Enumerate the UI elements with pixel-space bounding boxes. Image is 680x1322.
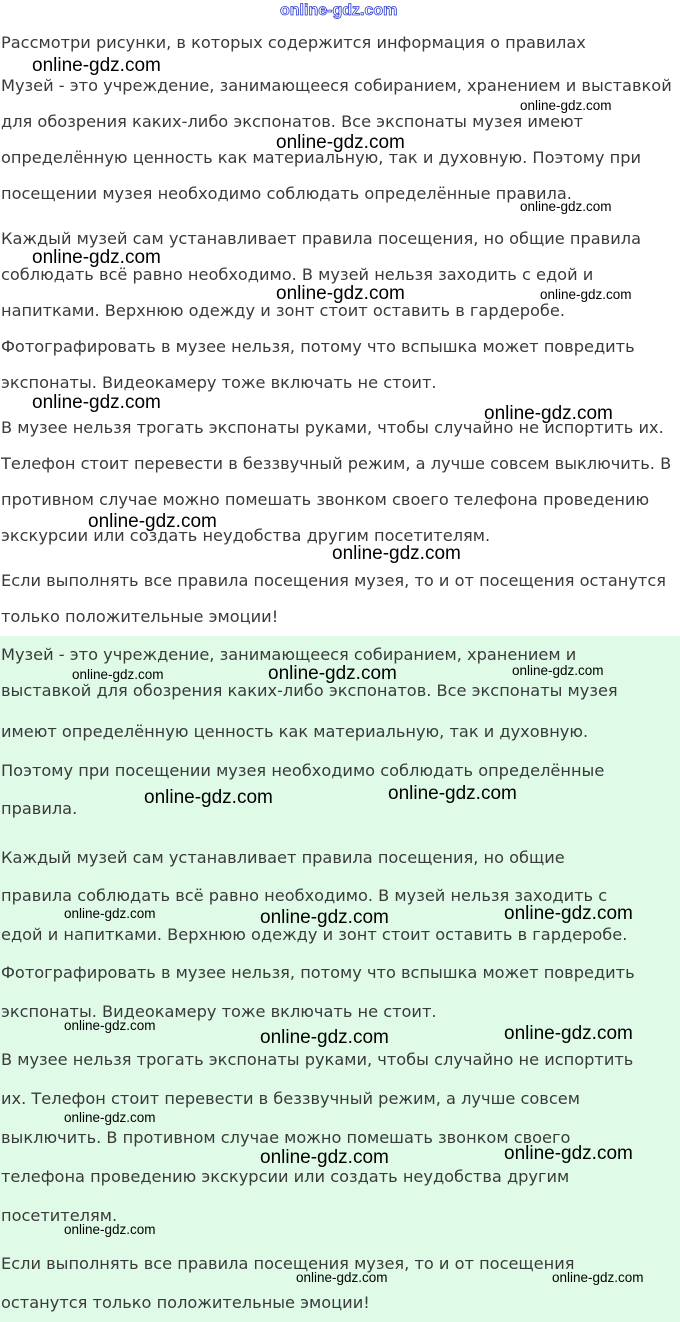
- text-line: противном случае можно помешать звонком своего телефона проведению: [1, 490, 650, 509]
- text-line: останутся только положительные эмоции!: [1, 1293, 370, 1312]
- watermark: online-gdz.com: [64, 906, 156, 921]
- watermark: online-gdz.com: [504, 903, 633, 924]
- watermark: online-gdz.com: [64, 1222, 156, 1237]
- watermark: online-gdz.com: [520, 199, 612, 214]
- text-line: телефона проведению экскурсии или создать неудобства другим: [1, 1167, 570, 1186]
- text-line: выставкой для обозрения каких-либо экспонатов. Все экспонаты музея: [1, 681, 618, 700]
- watermark: online-gdz.com: [64, 1018, 156, 1033]
- watermark: online-gdz.com: [332, 543, 461, 564]
- text-line: их. Телефон стоит перевести в беззвучный режим, а лучше совсем: [1, 1089, 580, 1108]
- text-line: Фотографировать в музее нельзя, потому что вспышка может повредить: [1, 337, 635, 356]
- text-line: Музей - это учреждение, занимающееся собиранием, хранением и: [1, 645, 577, 664]
- watermark: online-gdz.com: [72, 667, 164, 682]
- text-line: посетителям.: [1, 1206, 118, 1225]
- text-line: имеют определённую ценность как материальную, так и духовную.: [1, 722, 589, 741]
- text-line: правила.: [1, 799, 78, 818]
- text-line: напитками. Верхнюю одежду и зонт стоит оставить в гардеробе.: [1, 301, 566, 320]
- text-line: правила соблюдать всё равно необходимо. В музей нельзя заходить с: [1, 886, 608, 905]
- watermark: online-gdz.com: [388, 783, 517, 804]
- watermark: online-gdz.com: [32, 55, 161, 76]
- watermark: online-gdz.com: [260, 1147, 389, 1168]
- text-line: экскурсии или создать неудобства другим посетителям.: [1, 526, 491, 545]
- text-line: Фотографировать в музее нельзя, потому что вспышка может повредить: [1, 963, 635, 982]
- text-line: Если выполнять все правила посещения музея, то и от посещения: [1, 1254, 575, 1273]
- watermark: online-gdz.com: [512, 663, 604, 678]
- watermark: online-gdz.com: [552, 1270, 644, 1285]
- text-line: для обозрения каких-либо экспонатов. Все экспонаты музея имеют: [1, 112, 584, 131]
- text-line: Каждый музей сам устанавливает правила посещения, но общие: [1, 848, 565, 867]
- watermark: online-gdz.com: [144, 787, 273, 808]
- text-line: соблюдать всё равно необходимо. В музей нельзя заходить с едой и: [1, 265, 594, 284]
- watermark: online-gdz.com: [64, 1110, 156, 1125]
- text-line: Поэтому при посещении музея необходимо соблюдать определённые: [1, 761, 605, 780]
- watermark: online-gdz.com: [276, 283, 405, 304]
- text-line: едой и напитками. Верхнюю одежду и зонт стоит оставить в гардеробе.: [1, 925, 628, 944]
- watermark: online-gdz.com: [504, 1023, 633, 1044]
- watermark: online-gdz.com: [504, 1143, 633, 1164]
- text-line: Музей - это учреждение, занимающееся собиранием, хранением и выставкой: [1, 76, 672, 95]
- watermark: online-gdz.com: [260, 1027, 389, 1048]
- text-line: Телефон стоит перевести в беззвучный режим, а лучше совсем выключить. В: [1, 454, 672, 473]
- top-watermark: online-gdz.com: [280, 2, 398, 19]
- watermark: online-gdz.com: [296, 1270, 388, 1285]
- watermark: online-gdz.com: [484, 403, 613, 424]
- text-line: Если выполнять все правила посещения музея, то и от посещения останутся: [1, 571, 666, 590]
- watermark: online-gdz.com: [32, 247, 161, 268]
- watermark: online-gdz.com: [260, 907, 389, 928]
- watermark: online-gdz.com: [540, 287, 632, 302]
- text-line: выключить. В противном случае можно помешать звонком своего: [1, 1128, 571, 1147]
- task-title: Рассмотри рисунки, в которых содержится информация о правилах: [1, 33, 586, 52]
- text-line: В музее нельзя трогать экспонаты руками, чтобы случайно не испортить: [1, 1050, 634, 1069]
- watermark: online-gdz.com: [32, 392, 161, 413]
- text-line: определённую ценность как материальную, так и духовную. Поэтому при: [1, 148, 642, 167]
- text-line: В музее нельзя трогать экспонаты руками, чтобы случайно не испортить их.: [1, 418, 664, 437]
- text-line: Каждый музей сам устанавливает правила посещения, но общие правила: [1, 229, 641, 248]
- watermark: online-gdz.com: [268, 663, 397, 684]
- text-line: экспонаты. Видеокамеру тоже включать не стоит.: [1, 373, 437, 392]
- watermark: online-gdz.com: [520, 98, 612, 113]
- text-line: экспонаты. Видеокамеру тоже включать не стоит.: [1, 1002, 437, 1021]
- watermark: online-gdz.com: [276, 132, 405, 153]
- watermark: online-gdz.com: [88, 511, 217, 532]
- text-line: посещении музея необходимо соблюдать определённые правила.: [1, 184, 572, 203]
- text-line: только положительные эмоции!: [1, 607, 279, 626]
